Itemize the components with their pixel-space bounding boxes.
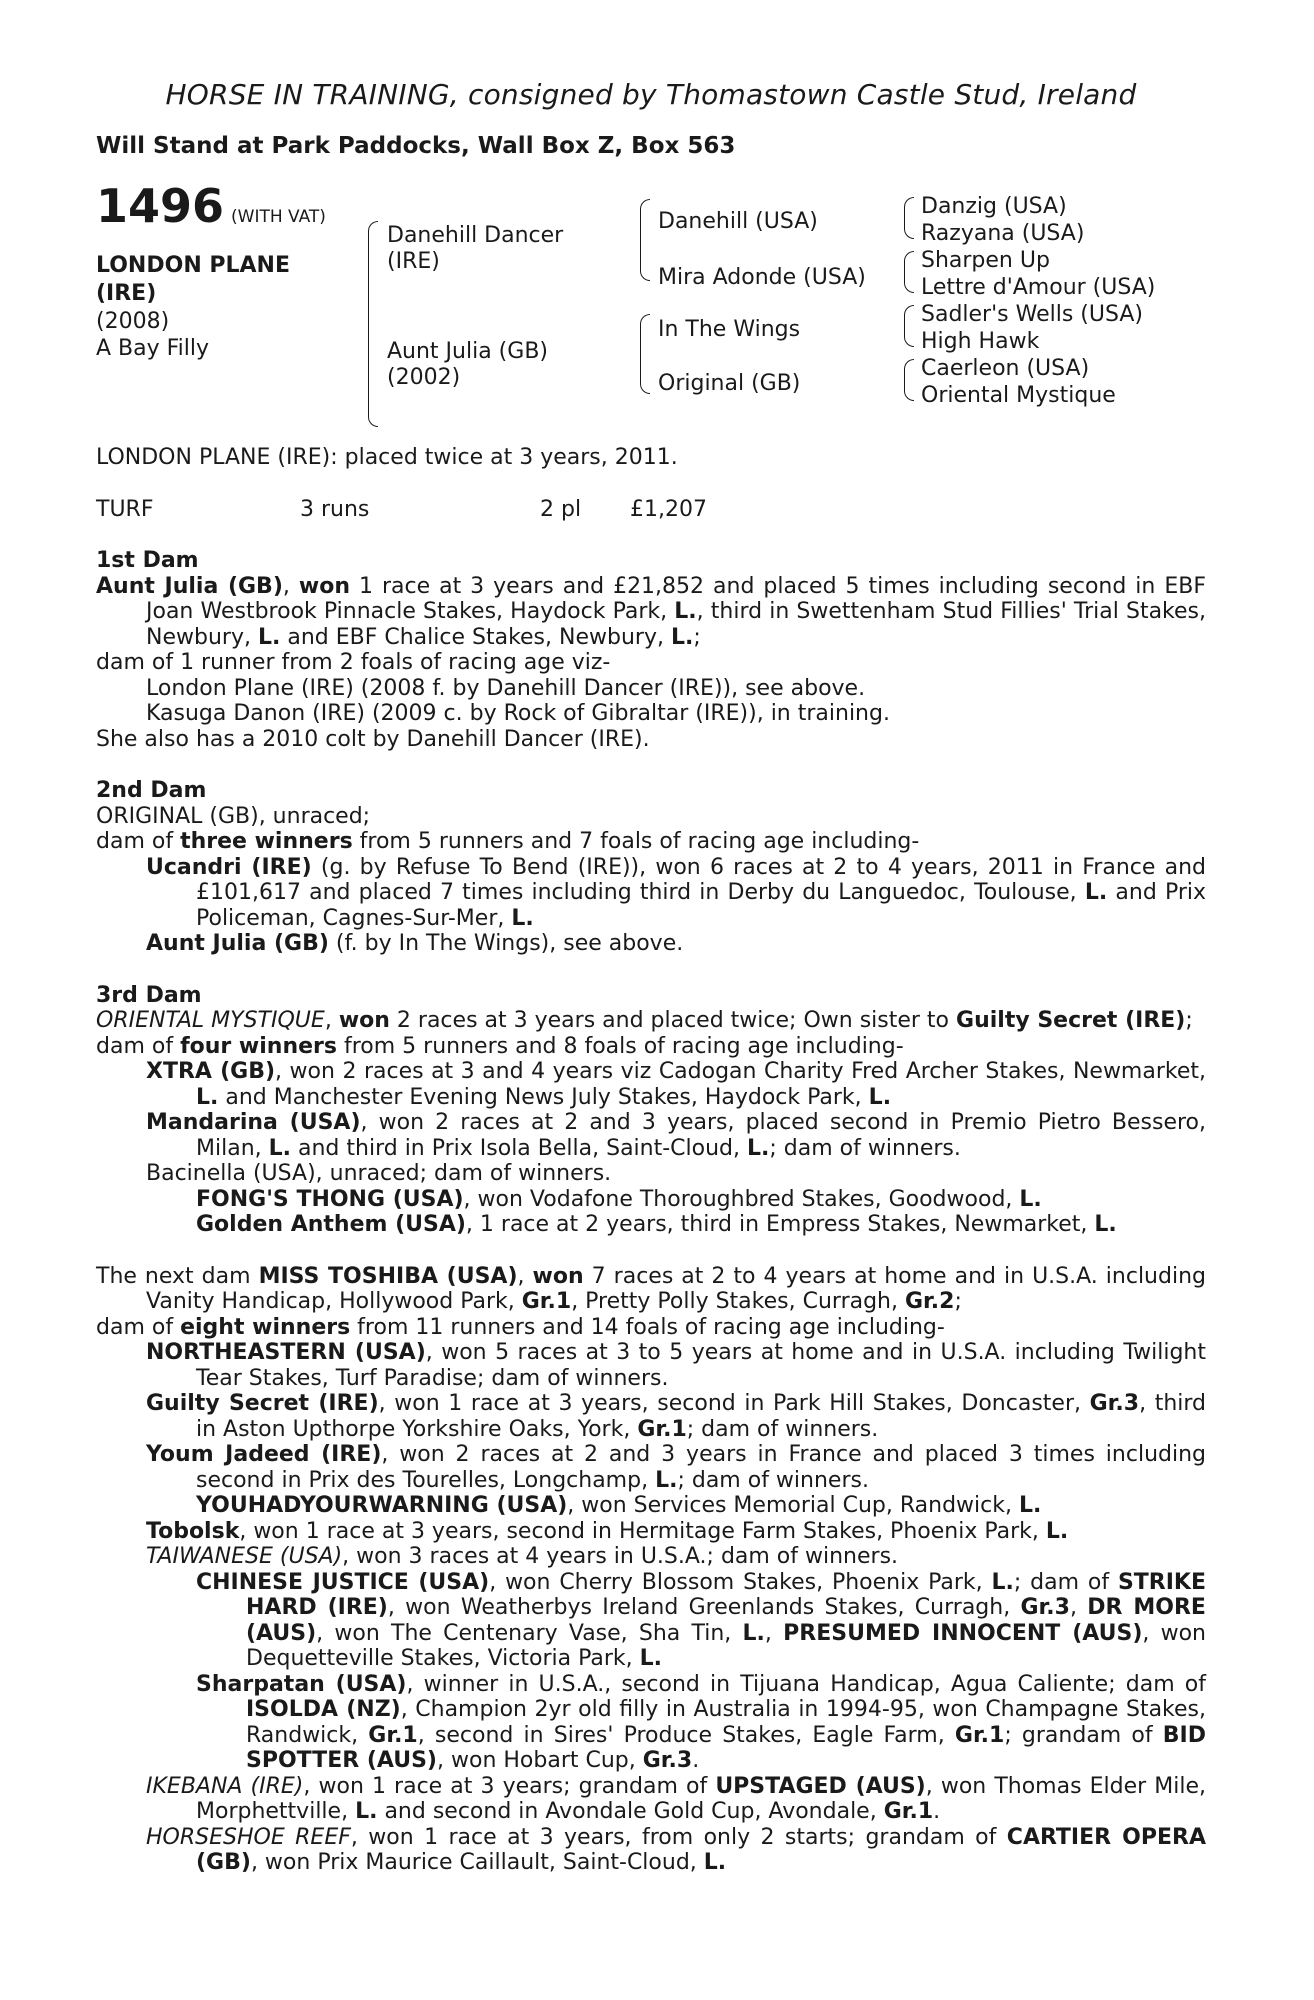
g3-brace-3: [904, 305, 914, 347]
won-label: won: [298, 573, 350, 599]
text: and second in Avondale Gold Cup, Avondale,: [377, 1799, 884, 1824]
produce-item: [96, 1442, 1206, 1493]
horse-name: CARTIER OPERA (GB): [196, 1824, 1206, 1875]
turf-runs: 3 runs: [300, 496, 370, 522]
sire: Danehill Dancer: [387, 223, 564, 248]
dam-year: (2002): [387, 365, 461, 390]
listed-mark: L.: [991, 1569, 1014, 1595]
catalogue-body: [96, 445, 1206, 1876]
horse-name: NORTHEASTERN (USA): [146, 1340, 426, 1365]
text: from 11 runners and 14 foals of racing age including-: [350, 1314, 945, 1340]
text: , Champion 2yr old filly in Australia in 1994-95, won Champagne Stakes, Randwick,: [246, 1697, 1206, 1748]
listed-mark: L.: [1019, 1186, 1042, 1212]
produce-item: [96, 1672, 1206, 1774]
text: , winner in U.S.A., second in Tijuana Handicap, Agua Caliente; dam of: [406, 1671, 1206, 1697]
text: , won 1 race at 3 years; grandam of: [303, 1773, 716, 1799]
text: , won Cherry Blossom Stakes, Phoenix Park,: [489, 1569, 992, 1595]
text: dam of: [96, 829, 181, 854]
race-summary: LONDON PLANE (IRE): placed twice at 3 years, 2011.: [96, 445, 678, 470]
produce-item: [96, 1570, 1206, 1672]
text: 1 race at 3 years and £21,852 and placed 5 times including second in EBF Joan Westbrook Pinnacle Stakes, Haydock Park,: [146, 573, 1206, 624]
text: , third in Aston Upthorpe Yorkshire Oaks, York,: [196, 1391, 1206, 1442]
produce-item: Kasuga Danon (IRE) (2009 c. by Rock of Gibraltar (IRE)), in training.: [146, 701, 890, 726]
text: , won 1 race at 3 years, second in Park Hill Stakes, Doncaster,: [378, 1391, 1090, 1416]
dam-line-brace: [640, 314, 650, 394]
text: , won Prix Maurice Caillault, Saint-Cloud,: [250, 1850, 704, 1875]
text: ;: [693, 624, 701, 650]
text: The next dam: [96, 1263, 259, 1289]
text: , won 1 race at 3 years, from only 2 starts; grandam of: [350, 1824, 1007, 1850]
stand-location: Will Stand at Park Paddocks, Wall Box Z, Box 563: [96, 133, 736, 159]
listed-mark: L.: [196, 1084, 219, 1110]
won-label: won: [532, 1263, 584, 1289]
listed-mark: L.: [670, 624, 694, 650]
text: , won 1 race at 3 years, second in Hermitage Farm Stakes, Phoenix Park,: [239, 1518, 1046, 1544]
produce-item: [96, 1544, 1206, 1570]
first-dam-record: Aunt Julia (GB), won 1 race at 3 years and £21,852 and placed 5 times including second in EBF Joan Westbrook Pinnacle Stakes, Haydock Park, L., third in Swettenham Stud Fillies' Trial Stakes, Newbury, L. and EBF Chalice Stakes, Newbury, L.;: [96, 573, 1207, 650]
text: ,: [764, 1620, 784, 1646]
horse-name: YOUHADYOURWARNING (USA): [196, 1493, 568, 1518]
group-mark: Gr.3: [642, 1748, 693, 1773]
horse-name: Guilty Secret (IRE): [956, 1008, 1186, 1033]
lot-line: [96, 179, 326, 233]
produce-item: [96, 1059, 1206, 1110]
group-mark: Gr.1: [368, 1722, 418, 1748]
group-mark: Gr.3: [1089, 1391, 1140, 1416]
text: ;: [954, 1289, 962, 1314]
horse-name: Mandarina (USA): [146, 1110, 361, 1135]
listed-mark: L.: [639, 1646, 663, 1671]
text: , won 3 races at 4 years in U.S.A.; dam of winners.: [342, 1544, 899, 1569]
text: ; dam of: [1013, 1569, 1118, 1595]
dam-name: Aunt Julia (GB): [96, 573, 283, 599]
horse-name: Sharpatan (USA): [196, 1671, 407, 1697]
dam: Aunt Julia (GB): [387, 339, 548, 364]
g3-7: Caerleon (USA): [921, 356, 1090, 381]
text: , won Dequetteville Stakes, Victoria Park,: [246, 1620, 1206, 1671]
produce-item: [96, 931, 1206, 957]
listed-mark: L.: [1084, 880, 1108, 905]
sire-sire: Danehill (USA): [658, 209, 818, 234]
page-header: HORSE IN TRAINING, consigned by Thomastown Castle Stud, Ireland: [165, 78, 1137, 111]
turf-placed: 2 pl: [540, 496, 582, 522]
produce-note: She also has a 2010 colt by Danehill Dancer (IRE).: [96, 726, 650, 752]
next-dam-record: [96, 1264, 1206, 1315]
listed-mark: L.: [674, 599, 697, 624]
group-mark: Gr.1: [521, 1289, 572, 1314]
text: ; dam of winners.: [686, 1416, 879, 1442]
g3-1: Danzig (USA): [921, 194, 1067, 219]
text: ,: [324, 1008, 339, 1033]
horse-name: Aunt Julia (GB): [146, 931, 329, 956]
g3-4: Lettre d'Amour (USA): [921, 275, 1156, 300]
listed-mark: L.: [655, 1467, 678, 1493]
horse-name: HORSESHOE REEF: [146, 1824, 351, 1850]
listed-mark: L.: [511, 905, 534, 931]
winners-count: four winners: [180, 1033, 337, 1059]
first-dam-section: [96, 548, 1206, 752]
first-dam-produce: dam of 1 runner from 2 foals of racing age viz-: [96, 650, 611, 675]
horse-name: UPSTAGED (AUS): [715, 1773, 926, 1799]
listed-mark: L.: [703, 1850, 727, 1875]
produce-item: London Plane (IRE) (2008 f. by Danehill Dancer (IRE)), see above.: [146, 675, 866, 701]
produce-item: [96, 1519, 1206, 1545]
dam-dam: Original (GB): [658, 371, 801, 396]
group-mark: Gr.3: [1020, 1595, 1070, 1620]
horse-year: (2008): [96, 309, 170, 334]
group-mark: Gr.1: [637, 1416, 687, 1442]
produce-item: [96, 855, 1206, 932]
horse-name: Tobolsk: [146, 1518, 240, 1544]
horse-name: TAIWANESE (USA): [146, 1544, 343, 1569]
horse-country: (IRE): [96, 281, 157, 306]
lot-number: 1496: [96, 179, 225, 233]
text: , won Vodafone Thoroughbred Stakes, Goodwood,: [463, 1186, 1020, 1212]
sire-country: (IRE): [387, 249, 440, 274]
horse-name: DR MORE (AUS): [246, 1595, 1206, 1646]
text: , won 2 races at 2 and 3 years, placed second in Premio Pietro Bessero, Milan,: [196, 1110, 1206, 1161]
produce-item: [96, 1187, 1206, 1213]
text: and Prix Policeman, Cagnes-Sur-Mer,: [196, 880, 1207, 931]
won-label: won: [338, 1008, 390, 1033]
g3-brace-1: [904, 197, 914, 239]
produce-item: [96, 1391, 1206, 1442]
next-dam-produce: [96, 1315, 1206, 1341]
text: (g. by Refuse To Bend (IRE)), won 6 races at 2 to 4 years, 2011 in France and £101,617 and placed 7 times including third in Derby du Languedoc, Toulouse,: [196, 854, 1206, 905]
horse-name: CHINESE JUSTICE (USA): [196, 1569, 490, 1595]
listed-mark: L.: [257, 624, 281, 650]
listed-mark: L.: [742, 1620, 765, 1646]
pedigree-brace: [368, 221, 378, 427]
horse-name: LONDON PLANE: [96, 253, 290, 278]
text: ,: [517, 1263, 533, 1289]
second-dam-name: ORIGINAL (GB), unraced;: [96, 803, 371, 829]
g3-5: Sadler's Wells (USA): [921, 302, 1143, 327]
listed-mark: L.: [268, 1135, 292, 1161]
sire-line-brace: [640, 199, 650, 281]
turf-record: [96, 497, 1206, 523]
winners-count: three winners: [180, 829, 353, 854]
g3-8: Oriental Mystique: [921, 383, 1116, 408]
text: , won 2 races at 3 and 4 years viz Cadogan Charity Fred Archer Stakes, Newmarket,: [275, 1059, 1207, 1084]
text: , won 2 races at 2 and 3 years in France and placed 3 times including second in Prix des Tourelles, Longchamp,: [196, 1442, 1207, 1493]
first-dam-heading: 1st Dam: [96, 548, 199, 573]
produce-item: [96, 1493, 1206, 1519]
text: .: [933, 1799, 941, 1824]
text: 2 races at 3 years and placed twice; Own sister to: [389, 1008, 957, 1033]
next-dam-section: [96, 1264, 1206, 1876]
text: , won 5 races at 3 to 5 years at home and in U.S.A. including Twilight Tear Stakes, Turf Paradise; dam of winners.: [196, 1340, 1207, 1391]
listed-mark: L.: [868, 1084, 892, 1110]
produce-item: Bacinella (USA), unraced; dam of winners.: [146, 1161, 612, 1186]
text: , third in Swettenham Stud Fillies' Trial Stakes, Newbury,: [146, 599, 1207, 650]
produce-item: [96, 1774, 1206, 1825]
horse-name: FONG'S THONG (USA): [196, 1186, 464, 1212]
text: dam of: [96, 1314, 181, 1340]
text: , won Services Memorial Cup, Randwick,: [567, 1493, 1019, 1518]
third-dam-section: [96, 983, 1206, 1238]
horse-name: IKEBANA (IRE): [146, 1773, 304, 1799]
group-mark: Gr.1: [883, 1799, 934, 1824]
text: , won The Centenary Vase, Sha Tin,: [316, 1620, 743, 1646]
text: , Pretty Polly Stakes, Curragh,: [571, 1289, 905, 1314]
horse-name: STRIKE HARD (IRE): [246, 1569, 1206, 1620]
text: ;: [1185, 1008, 1193, 1033]
third-dam-produce: [96, 1034, 1206, 1060]
text: .: [692, 1748, 700, 1773]
horse-name: XTRA (GB): [146, 1059, 276, 1084]
horse-name: PRESUMED INNOCENT (AUS): [783, 1620, 1143, 1646]
g3-2: Razyana (USA): [921, 221, 1085, 246]
text: ,: [1069, 1595, 1088, 1620]
text: and Manchester Evening News July Stakes, Haydock Park,: [218, 1084, 869, 1110]
catalogue-page: [96, 60, 1206, 1876]
dam-name: MISS TOSHIBA (USA): [258, 1263, 518, 1289]
g3-3: Sharpen Up: [921, 248, 1050, 273]
sire-dam: Mira Adonde (USA): [658, 265, 866, 290]
horse-name: Ucandri (IRE): [146, 854, 312, 880]
third-dam-record: [96, 1008, 1206, 1034]
text: 7 races at 2 to 4 years at home and in U.S.A. including Vanity Handicap, Hollywood Park,: [146, 1263, 1206, 1314]
group-mark: Gr.2: [905, 1289, 955, 1314]
produce-item: [96, 1340, 1206, 1391]
produce-item: [96, 1212, 1206, 1238]
horse-name: ISOLDA (NZ): [246, 1697, 401, 1722]
text: ; dam of winners.: [677, 1467, 869, 1493]
listed-mark: L.: [747, 1135, 770, 1161]
horse-description: A Bay Filly: [96, 336, 210, 361]
dam-name: ORIENTAL MYSTIQUE: [96, 1008, 325, 1033]
text: and third in Prix Isola Bella, Saint-Cloud,: [291, 1135, 747, 1161]
text: from 5 runners and 7 foals of racing age including-: [352, 829, 920, 854]
horse-name: BID SPOTTER (AUS): [246, 1722, 1206, 1773]
g3-brace-2: [904, 251, 914, 293]
turf-label: TURF: [96, 496, 154, 522]
text: (f. by In The Wings), see above.: [328, 931, 684, 956]
second-dam-heading: 2nd Dam: [96, 778, 207, 803]
text: from 5 runners and 8 foals of racing age including-: [337, 1033, 904, 1059]
g3-6: High Hawk: [921, 329, 1040, 354]
winners-count: eight winners: [180, 1314, 351, 1340]
third-dam-heading: 3rd Dam: [96, 982, 202, 1008]
second-dam-produce: [96, 829, 1206, 855]
turf-earnings: £1,207: [630, 496, 707, 522]
text: , 1 race at 2 years, third in Empress Stakes, Newmarket,: [465, 1212, 1095, 1237]
text: and EBF Chalice Stakes, Newbury,: [280, 624, 671, 650]
produce-item: [96, 1825, 1206, 1876]
horse-name: Guilty Secret (IRE): [146, 1391, 379, 1416]
listed-mark: L.: [1018, 1493, 1042, 1518]
text: ; dam of winners.: [769, 1135, 961, 1161]
g3-brace-4: [904, 359, 914, 401]
horse-name: Golden Anthem (USA): [196, 1212, 466, 1237]
dam-sire: In The Wings: [658, 317, 801, 342]
text: , won Weatherbys Ireland Greenlands Stakes, Curragh,: [387, 1595, 1021, 1620]
listed-mark: L.: [355, 1799, 378, 1824]
produce-item: [96, 1110, 1206, 1161]
listed-mark: L.: [1045, 1518, 1069, 1544]
second-dam-section: [96, 778, 1206, 957]
vat-label: (WITH VAT): [231, 207, 326, 227]
horse-name: Youm Jadeed (IRE): [146, 1442, 382, 1467]
listed-mark: L.: [1094, 1212, 1117, 1237]
text: , second in Sires' Produce Stakes, Eagle Farm,: [417, 1722, 955, 1748]
text: dam of: [96, 1033, 181, 1059]
group-mark: Gr.1: [954, 1722, 1005, 1748]
text: , won Thomas Elder Mile, Morphettville,: [196, 1773, 1206, 1824]
pedigree-block: [96, 179, 1206, 439]
text: ; grandam of: [1004, 1722, 1163, 1748]
text: , won Hobart Cup,: [437, 1748, 643, 1773]
